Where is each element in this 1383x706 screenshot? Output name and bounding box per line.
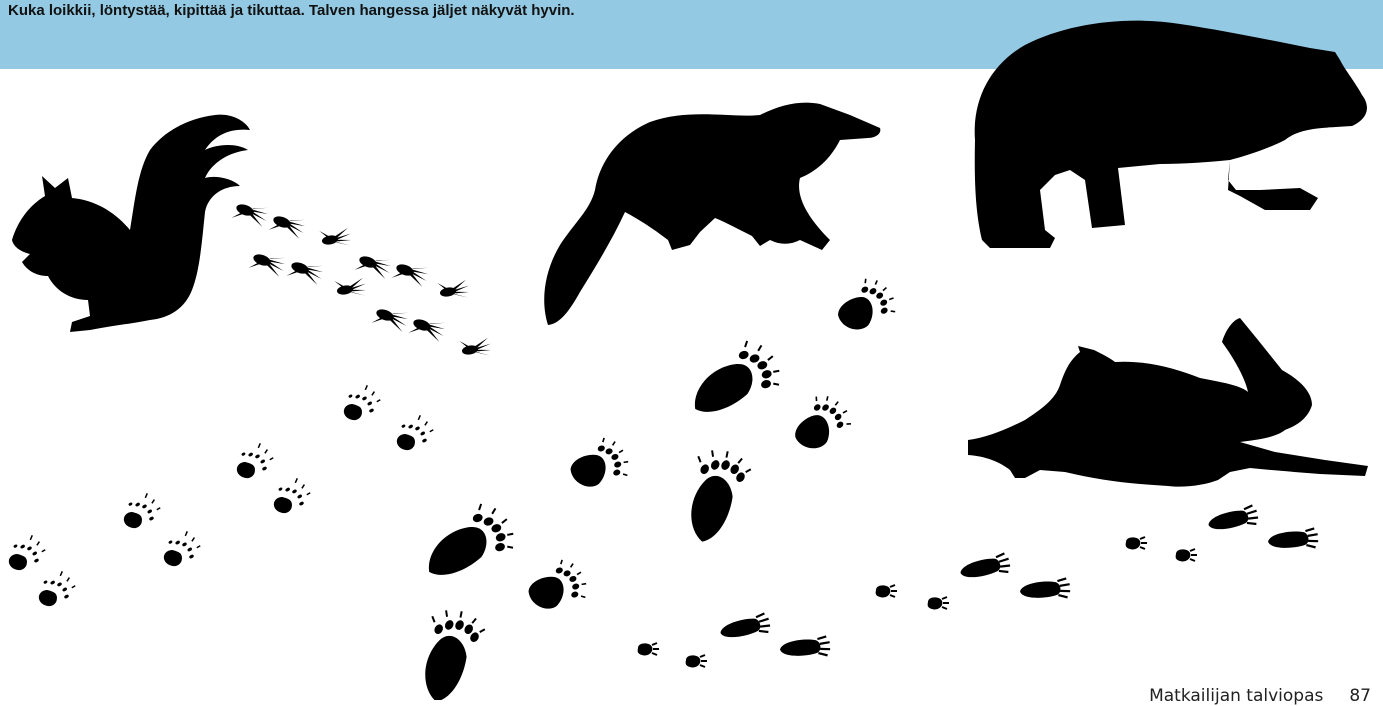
- squirrel-tracks: [231, 197, 492, 360]
- bear-silhouette: [975, 21, 1367, 248]
- page-footer: [1149, 686, 1371, 706]
- page-number: 87: [1349, 686, 1371, 706]
- marten-tracks: [2, 383, 436, 611]
- marten-silhouette: [544, 103, 880, 325]
- bear-tracks: [396, 272, 900, 700]
- footer-title: Matkailijan talviopas: [1149, 686, 1324, 706]
- hare-tracks: [638, 505, 1319, 668]
- hare-silhouette: [968, 318, 1368, 487]
- squirrel-silhouette: [12, 115, 250, 332]
- banner-text: Kuka loikkii, löntystää, kipittää ja tikuttaa. Talven hangessa jäljet näkyvät hyvin.: [8, 2, 575, 19]
